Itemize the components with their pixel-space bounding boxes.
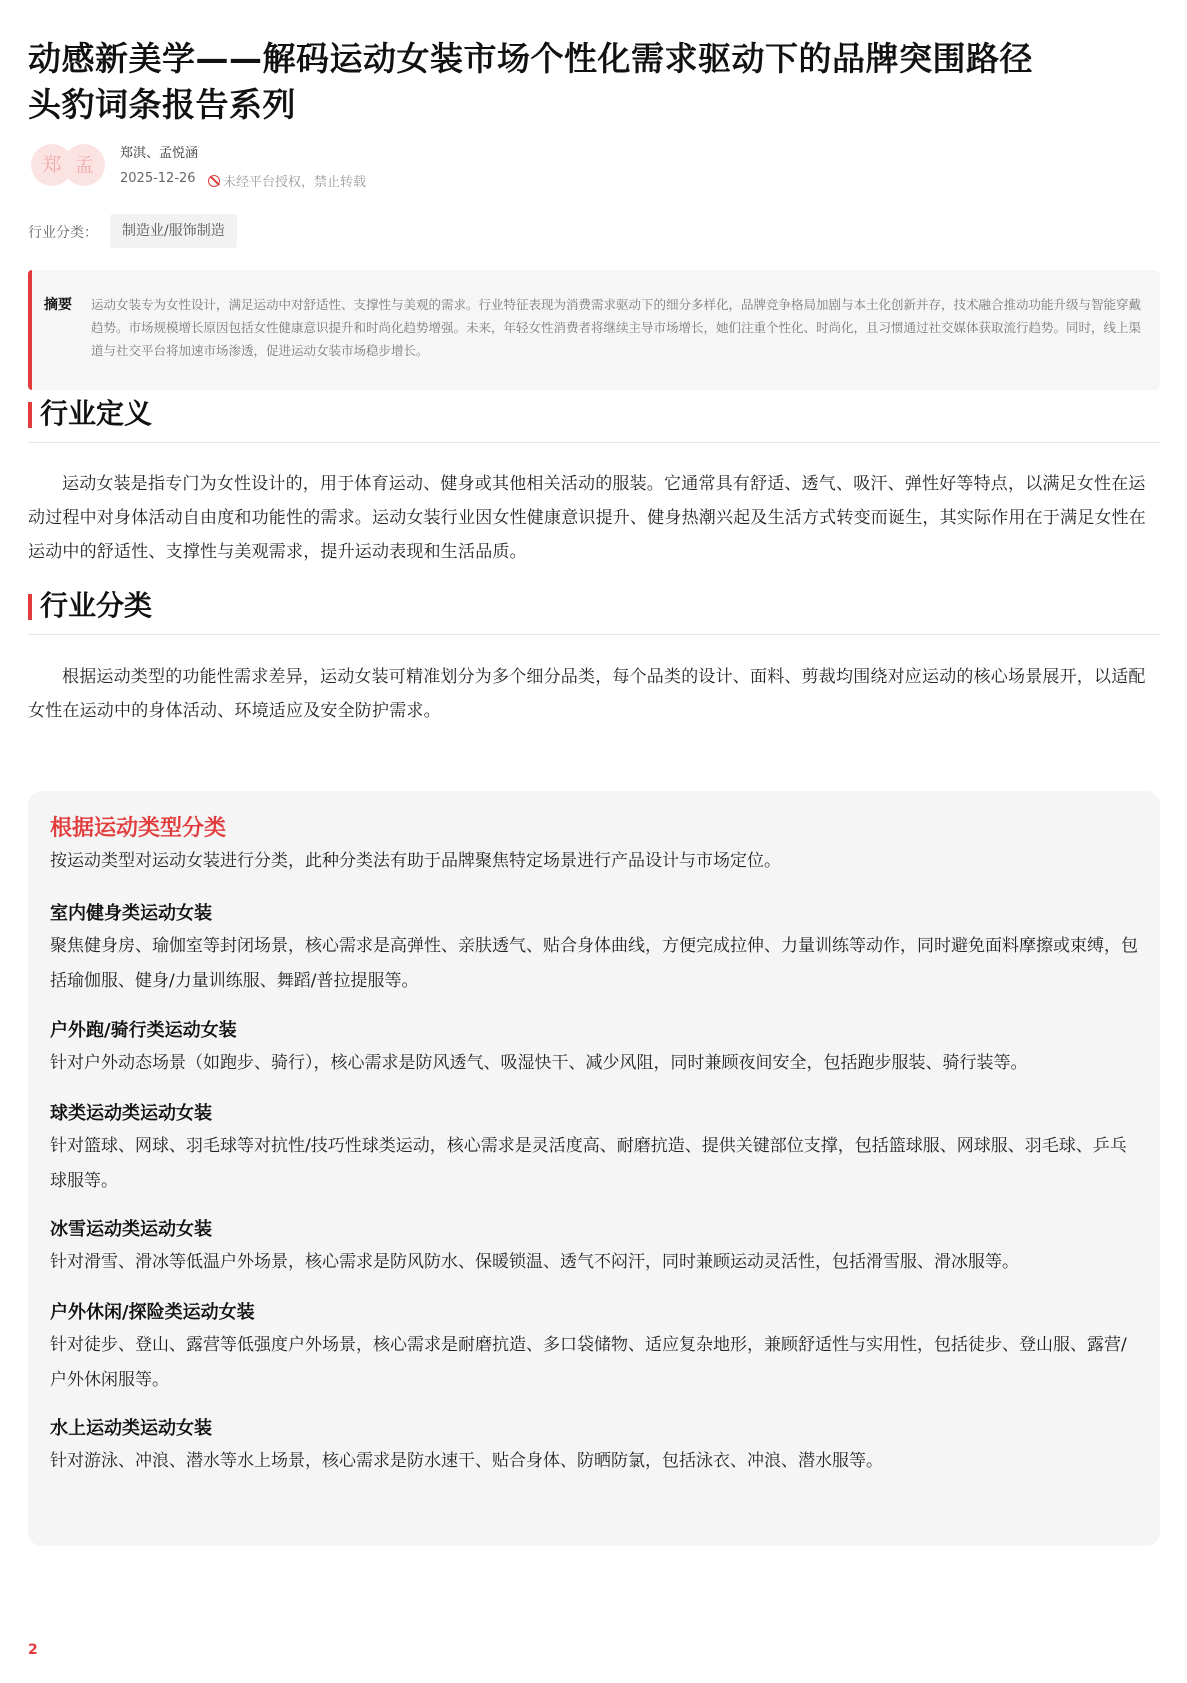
abstract-box <box>28 270 1160 390</box>
heading-accent-bar <box>28 594 32 620</box>
title-line-2: 头豹词条报告系列 <box>28 85 296 124</box>
abstract-accent-bar <box>28 270 32 390</box>
category-item <box>50 899 1140 999</box>
industry-tag[interactable]: 制造业/服饰制造 <box>110 214 237 248</box>
category-name: 室内健身类运动女装 <box>50 903 212 924</box>
heading-accent-bar <box>28 402 32 428</box>
category-description: 针对游泳、冲浪、潜水等水上场景，核心需求是防水速干、贴合身体、防晒防氯，包括泳衣、冲浪、潜水服等。 <box>50 1451 883 1471</box>
classification-paragraph: 根据运动类型的功能性需求差异，运动女装可精准划分为多个细分品类，每个品类的设计、面料、剪裁均围绕对应运动的核心场景展开，以适配女性在运动中的身体活动、环境适应及安全防护需求。 <box>28 667 1146 721</box>
title-line-1: 动感新美学——解码运动女装市场个性化需求驱动下的品牌突围路径 <box>28 39 1033 78</box>
abstract-text: 运动女装专为女性设计，满足运动中对舒适性、支撑性与美观的需求。行业特征表现为消费需求驱动下的细分多样化，品牌竞争格局加剧与本土化创新并存，技术融合推动功能升级与智能穿戴趋势。市场规模增长原因包括女性健康意识提升和时尚化趋势增强。未来，年轻女性消费者将继续主导市场增长，她们注重个性化、时尚化，且习惯通过社交媒体获取流行趋势。同时，线上渠道与社交平台将加速市场渗透，促进运动女装市场稳步增长。 <box>91 297 1142 358</box>
category-name: 球类运动类运动女装 <box>50 1103 212 1124</box>
section-heading-definition <box>28 392 1160 443</box>
author-info <box>28 140 628 196</box>
classification-card <box>28 791 1160 1546</box>
section-title: 行业定义 <box>40 397 153 430</box>
category-description: 针对滑雪、滑冰等低温户外场景，核心需求是防风防水、保暖锁温、透气不闷汗，同时兼顾运动灵活性，包括滑雪服、滑冰服等。 <box>50 1252 1019 1272</box>
category-item <box>50 1099 1140 1199</box>
avatar: 郑 <box>31 144 73 186</box>
prohibited-icon <box>208 175 220 187</box>
category-description: 针对户外动态场景（如跑步、骑行），核心需求是防风透气、吸湿快干、减少风阻，同时兼顾夜间安全，包括跑步服装、骑行装等。 <box>50 1053 1028 1073</box>
category-description: 针对徒步、登山、露营等低强度户外场景，核心需求是耐磨抗造、多口袋储物、适应复杂地形，兼顾舒适性与实用性，包括徒步、登山服、露营/户外休闲服等。 <box>50 1335 1127 1390</box>
section-heading-classification <box>28 584 1160 635</box>
section-title: 行业分类 <box>40 589 153 622</box>
publish-date: 2025-12-26 <box>120 171 196 186</box>
abstract-label: 摘要 <box>44 297 72 313</box>
industry-label: 行业分类： <box>28 225 98 241</box>
category-description: 聚焦健身房、瑜伽室等封闭场景，核心需求是高弹性、亲肤透气、贴合身体曲线，方便完成拉伸、力量训练等动作，同时避免面料摩擦或束缚，包括瑜伽服、健身/力量训练服、舞蹈/普拉提服等。 <box>50 936 1138 991</box>
author-names[interactable]: 郑淇、孟悦涵 <box>120 146 199 161</box>
category-name: 冰雪运动类运动女装 <box>50 1219 212 1240</box>
card-intro: 按运动类型对运动女装进行分类，此种分类法有助于品牌聚焦特定场景进行产品设计与市场定位。 <box>50 851 781 871</box>
category-name: 户外跑/骑行类运动女装 <box>50 1020 237 1041</box>
category-item <box>50 1016 1140 1081</box>
page-number: 2 <box>28 1642 38 1658</box>
avatar: 孟 <box>63 144 105 186</box>
definition-paragraph: 运动女装是指专门为女性设计的，用于体育运动、健身或其他相关活动的服装。它通常具有舒适、透气、吸汗、弹性好等特点，以满足女性在运动过程中对身体活动自由度和功能性的需求。运动女装行业因女性健康意识提升、健身热潮兴起及生活方式转变而诞生，其实际作用在于满足女性在运动中的舒适性、支撑性与美观需求，提升运动表现和生活品质。 <box>28 474 1146 562</box>
category-item <box>50 1298 1140 1398</box>
report-title <box>28 36 1160 128</box>
category-name: 水上运动类运动女装 <box>50 1418 212 1439</box>
category-item <box>50 1414 1140 1479</box>
card-title: 根据运动类型分类 <box>50 816 227 841</box>
copyright-notice <box>208 171 366 190</box>
category-name: 户外休闲/探险类运动女装 <box>50 1302 255 1323</box>
category-item <box>50 1215 1140 1280</box>
copyright-text: 未经平台授权，禁止转载 <box>223 175 367 190</box>
category-description: 针对篮球、网球、羽毛球等对抗性/技巧性球类运动，核心需求是灵活度高、耐磨抗造、提供关键部位支撑，包括篮球服、网球服、羽毛球、乒乓球服等。 <box>50 1136 1127 1191</box>
